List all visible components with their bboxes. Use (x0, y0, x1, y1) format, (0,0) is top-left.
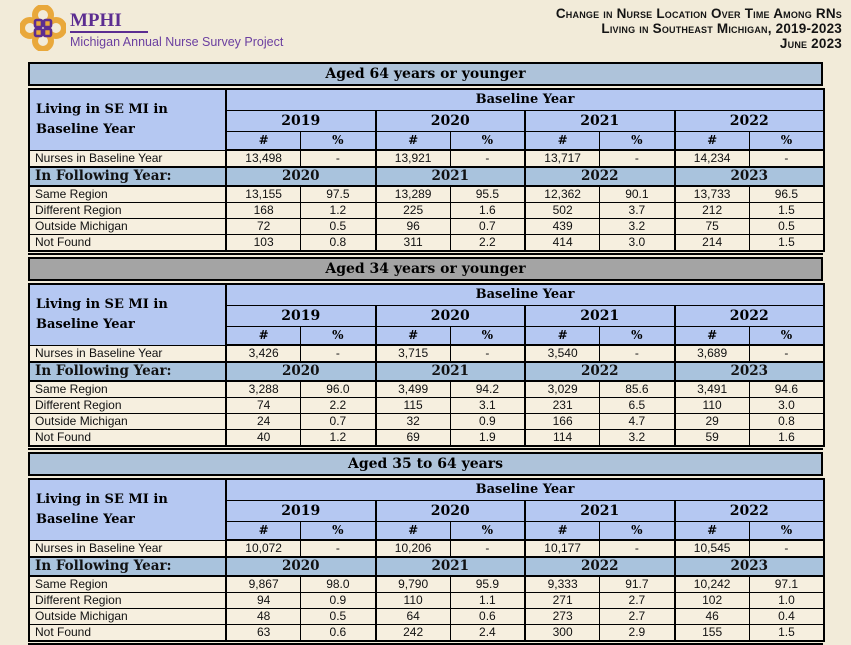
cell-value: 97.5 (301, 186, 376, 203)
following-year-row (29, 557, 824, 576)
age-group-title: Aged 34 years or younger (28, 257, 823, 281)
count-header: # (675, 522, 750, 541)
following-year-label: In Following Year: (29, 557, 226, 576)
cell-value: 225 (376, 203, 451, 219)
cell-value: 0.8 (749, 414, 824, 430)
table-row (29, 540, 824, 557)
table-bottom-rule (28, 448, 823, 450)
cell-value: 3,499 (376, 381, 451, 398)
cell-value: 97.1 (749, 576, 824, 593)
percent-header: % (749, 132, 824, 151)
cell-value: 1.0 (749, 593, 824, 609)
cell-value: 59 (675, 430, 750, 447)
cell-value: 3.2 (600, 430, 675, 447)
year-header-2020: 2020 (376, 111, 526, 132)
following-year-2022: 2022 (525, 362, 675, 381)
cell-value: 2.7 (600, 609, 675, 625)
cell-value: 168 (226, 203, 301, 219)
following-year-row (29, 362, 824, 381)
cell-value: 0.6 (450, 609, 525, 625)
baseline-year-header: Baseline Year (226, 284, 824, 306)
row-label: Outside Michigan (29, 609, 226, 625)
following-year-2022: 2022 (525, 167, 675, 186)
following-year-2020: 2020 (226, 362, 376, 381)
cell-value: 13,155 (226, 186, 301, 203)
cell-value: 271 (525, 593, 600, 609)
cell-value: 75 (675, 219, 750, 235)
count-header: # (376, 522, 451, 541)
cell-value: - (450, 540, 525, 557)
row-label: Nurses in Baseline Year (29, 540, 226, 557)
cell-value: 3,029 (525, 381, 600, 398)
cell-value: 95.5 (450, 186, 525, 203)
age-section-35-to-64 (28, 452, 823, 645)
cell-value: 64 (376, 609, 451, 625)
cell-value: - (749, 540, 824, 557)
year-header-2022: 2022 (675, 111, 825, 132)
cell-value: 0.4 (749, 609, 824, 625)
cell-value: 10,072 (226, 540, 301, 557)
age-section-34-or-younger (28, 257, 823, 450)
year-header-2019: 2019 (226, 306, 376, 327)
cell-value: - (749, 345, 824, 362)
cell-value: 10,206 (376, 540, 451, 557)
age-group-title: Aged 64 years or younger (28, 62, 823, 86)
cell-value: - (600, 540, 675, 557)
cell-value: 6.5 (600, 398, 675, 414)
cell-value: 24 (226, 414, 301, 430)
cell-value: 9,333 (525, 576, 600, 593)
cell-value: 2.2 (301, 398, 376, 414)
cell-value: 2.9 (600, 625, 675, 642)
year-header-2022: 2022 (675, 306, 825, 327)
year-header-2021: 2021 (525, 111, 675, 132)
count-header: # (675, 132, 750, 151)
cell-value: 90.1 (600, 186, 675, 203)
row-label: Not Found (29, 625, 226, 642)
count-header: # (376, 327, 451, 346)
cell-value: 1.2 (301, 430, 376, 447)
table-row (29, 576, 824, 593)
cell-value: 0.8 (301, 235, 376, 252)
cell-value: 0.5 (301, 609, 376, 625)
following-year-2023: 2023 (675, 362, 825, 381)
percent-header: % (301, 327, 376, 346)
cell-value: 13,733 (675, 186, 750, 203)
count-header: # (525, 522, 600, 541)
count-header: # (226, 522, 301, 541)
cell-value: 3,288 (226, 381, 301, 398)
cell-value: 13,717 (525, 150, 600, 167)
following-year-2020: 2020 (226, 557, 376, 576)
cell-value: 1.5 (749, 203, 824, 219)
cell-value: 2.2 (450, 235, 525, 252)
cell-value: 3,715 (376, 345, 451, 362)
cell-value: 74 (226, 398, 301, 414)
cell-value: 96.0 (301, 381, 376, 398)
year-header-2022: 2022 (675, 501, 825, 522)
count-header: # (525, 327, 600, 346)
percent-header: % (749, 327, 824, 346)
following-year-2021: 2021 (376, 557, 526, 576)
cell-value: 85.6 (600, 381, 675, 398)
mphi-quatrefoil-icon (20, 5, 66, 51)
cell-value: 155 (675, 625, 750, 642)
cell-value: 3,426 (226, 345, 301, 362)
table-row (29, 593, 824, 609)
cell-value: 3.0 (600, 235, 675, 252)
cell-value: 214 (675, 235, 750, 252)
row-label: Outside Michigan (29, 414, 226, 430)
following-year-row (29, 167, 824, 186)
cell-value: - (450, 150, 525, 167)
table-row (29, 150, 824, 167)
percent-header: % (450, 132, 525, 151)
cell-value: 1.6 (749, 430, 824, 447)
cell-value: 0.5 (749, 219, 824, 235)
cell-value: - (749, 150, 824, 167)
cell-value: 9,867 (226, 576, 301, 593)
cell-value: 0.5 (301, 219, 376, 235)
percent-header: % (301, 132, 376, 151)
year-header-2020: 2020 (376, 306, 526, 327)
table-row (29, 203, 824, 219)
row-header-cell: Living in SE MI in Baseline Year (29, 89, 226, 150)
year-header-2020: 2020 (376, 501, 526, 522)
report-title-line2: Living in Southeast Michigan, 2019-2023 (601, 21, 842, 36)
cell-value: - (600, 345, 675, 362)
report-title-line1: Change in Nurse Location Over Time Among RNs (555, 6, 842, 21)
cell-value: 110 (675, 398, 750, 414)
row-header-cell: Living in SE MI in Baseline Year (29, 284, 226, 345)
cell-value: 231 (525, 398, 600, 414)
cell-value: - (450, 345, 525, 362)
table-row (29, 414, 824, 430)
year-header-2021: 2021 (525, 306, 675, 327)
cell-value: 3.7 (600, 203, 675, 219)
cell-value: 94 (226, 593, 301, 609)
cell-value: 102 (675, 593, 750, 609)
cell-value: 4.7 (600, 414, 675, 430)
cell-value: 63 (226, 625, 301, 642)
cell-value: 311 (376, 235, 451, 252)
row-header-cell: Living in SE MI in Baseline Year (29, 479, 226, 540)
cell-value: 212 (675, 203, 750, 219)
report-title (556, 6, 842, 51)
nurse-location-table (28, 283, 825, 447)
cell-value: 98.0 (301, 576, 376, 593)
following-year-2022: 2022 (525, 557, 675, 576)
cell-value: 12,362 (525, 186, 600, 203)
cell-value: 1.5 (749, 235, 824, 252)
cell-value: 9,790 (376, 576, 451, 593)
page-header (0, 0, 851, 56)
row-label: Different Region (29, 593, 226, 609)
cell-value: 502 (525, 203, 600, 219)
cell-value: - (301, 345, 376, 362)
cell-value: - (301, 540, 376, 557)
cell-value: 414 (525, 235, 600, 252)
row-label: Same Region (29, 576, 226, 593)
cell-value: 3.1 (450, 398, 525, 414)
percent-header: % (450, 327, 525, 346)
cell-value: 0.9 (301, 593, 376, 609)
table-row (29, 219, 824, 235)
table-row (29, 345, 824, 362)
row-label: Nurses in Baseline Year (29, 345, 226, 362)
cell-value: 3,491 (675, 381, 750, 398)
row-label: Not Found (29, 235, 226, 252)
following-year-label: In Following Year: (29, 362, 226, 381)
mphi-logo (20, 5, 283, 51)
cell-value: 96 (376, 219, 451, 235)
row-label: Same Region (29, 186, 226, 203)
cell-value: 114 (525, 430, 600, 447)
following-year-2023: 2023 (675, 167, 825, 186)
count-header: # (376, 132, 451, 151)
row-label: Same Region (29, 381, 226, 398)
cell-value: 95.9 (450, 576, 525, 593)
cell-value: 10,545 (675, 540, 750, 557)
report-title-line3: June 2023 (779, 36, 842, 51)
cell-value: 0.6 (301, 625, 376, 642)
age-group-title: Aged 35 to 64 years (28, 452, 823, 476)
row-label: Different Region (29, 398, 226, 414)
cell-value: 13,921 (376, 150, 451, 167)
cell-value: 1.5 (749, 625, 824, 642)
logo-text (70, 5, 283, 50)
table-row (29, 186, 824, 203)
cell-value: 10,242 (675, 576, 750, 593)
year-header-2019: 2019 (226, 111, 376, 132)
following-year-2023: 2023 (675, 557, 825, 576)
count-header: # (525, 132, 600, 151)
following-year-label: In Following Year: (29, 167, 226, 186)
row-label: Nurses in Baseline Year (29, 150, 226, 167)
age-section-64-or-younger (28, 62, 823, 255)
cell-value: 1.1 (450, 593, 525, 609)
cell-value: 3,540 (525, 345, 600, 362)
cell-value: 2.4 (450, 625, 525, 642)
baseline-year-header: Baseline Year (226, 479, 824, 501)
table-row (29, 609, 824, 625)
nurse-location-table (28, 478, 825, 642)
baseline-year-header: Baseline Year (226, 89, 824, 111)
cell-value: 0.9 (450, 414, 525, 430)
cell-value: 96.5 (749, 186, 824, 203)
table-bottom-rule (28, 253, 823, 255)
percent-header: % (600, 522, 675, 541)
cell-value: 439 (525, 219, 600, 235)
cell-value: 3.2 (600, 219, 675, 235)
year-header-2021: 2021 (525, 501, 675, 522)
following-year-2021: 2021 (376, 167, 526, 186)
percent-header: % (600, 132, 675, 151)
cell-value: 242 (376, 625, 451, 642)
cell-value: 40 (226, 430, 301, 447)
cell-value: 103 (226, 235, 301, 252)
table-row (29, 398, 824, 414)
cell-value: 29 (675, 414, 750, 430)
cell-value: 72 (226, 219, 301, 235)
cell-value: 1.6 (450, 203, 525, 219)
row-label: Different Region (29, 203, 226, 219)
cell-value: 94.2 (450, 381, 525, 398)
cell-value: 14,234 (675, 150, 750, 167)
count-header: # (675, 327, 750, 346)
following-year-2021: 2021 (376, 362, 526, 381)
percent-header: % (450, 522, 525, 541)
count-header: # (226, 327, 301, 346)
cell-value: 1.2 (301, 203, 376, 219)
nurse-location-table (28, 88, 825, 252)
cell-value: 13,498 (226, 150, 301, 167)
cell-value: 1.9 (450, 430, 525, 447)
cell-value: 3.0 (749, 398, 824, 414)
cell-value: 91.7 (600, 576, 675, 593)
logo-subtitle: Michigan Annual Nurse Survey Project (70, 35, 284, 49)
table-row (29, 381, 824, 398)
percent-header: % (600, 327, 675, 346)
row-label: Outside Michigan (29, 219, 226, 235)
cell-value: 115 (376, 398, 451, 414)
cell-value: 46 (675, 609, 750, 625)
cell-value: - (301, 150, 376, 167)
table-row (29, 235, 824, 252)
cell-value: 48 (226, 609, 301, 625)
cell-value: - (600, 150, 675, 167)
percent-header: % (301, 522, 376, 541)
logo-acronym: MPHI (70, 11, 148, 33)
table-row (29, 430, 824, 447)
percent-header: % (749, 522, 824, 541)
cell-value: 10,177 (525, 540, 600, 557)
cell-value: 166 (525, 414, 600, 430)
cell-value: 110 (376, 593, 451, 609)
cell-value: 69 (376, 430, 451, 447)
cell-value: 32 (376, 414, 451, 430)
cell-value: 273 (525, 609, 600, 625)
cell-value: 2.7 (600, 593, 675, 609)
cell-value: 94.6 (749, 381, 824, 398)
cell-value: 0.7 (450, 219, 525, 235)
count-header: # (226, 132, 301, 151)
cell-value: 0.7 (301, 414, 376, 430)
year-header-2019: 2019 (226, 501, 376, 522)
tables-container (28, 62, 823, 645)
following-year-2020: 2020 (226, 167, 376, 186)
cell-value: 3,689 (675, 345, 750, 362)
cell-value: 13,289 (376, 186, 451, 203)
cell-value: 300 (525, 625, 600, 642)
row-label: Not Found (29, 430, 226, 447)
